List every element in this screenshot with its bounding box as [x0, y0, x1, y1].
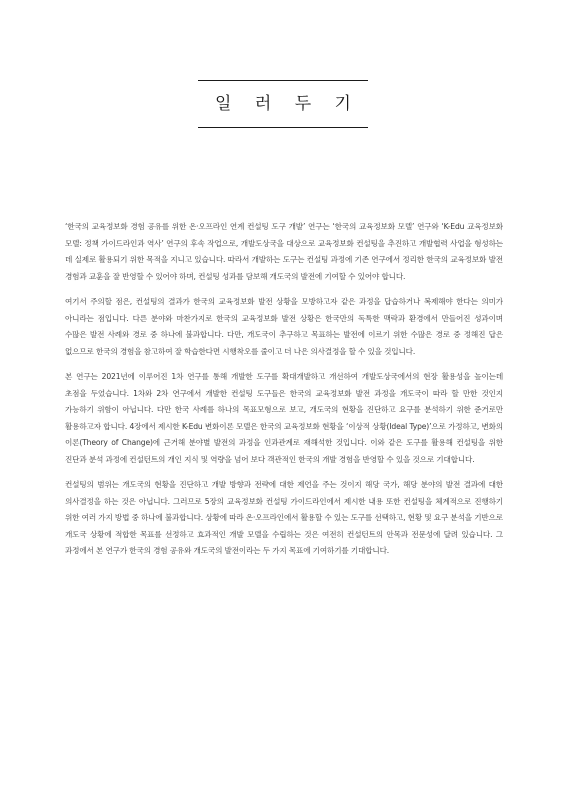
paragraph-1: ‘한국의 교육정보화 경험 공유를 위한 온·오프라인 연계 컨설팅 도구 개발’ 연구는 ‘한국의 교육정보화 모델’ 연구와 ‘K-Edu 교육정보화 모델: 정책 가이드라인과 역사’ 연구의 후속 작업으로, 개발도상국을 대상으로 교육정보화 컨설팅을 추진하고 개발협력 사업을 형성하는 데 실제로 활용되기 위한 목적을 지니고 있습니다. 따라서 개발하는 도구는 컨설팅 과정에 기존 연구에서 정리한 한국의 교육정보화 발전 경험과 교훈을 잘 반영할 수 있어야 하며, 컨설팅 성과를 담보해 개도국의 발전에 기여할 수 있어야 합니다.: [65, 222, 503, 281]
title-bottom-rule: [198, 127, 368, 128]
paragraph-4: 컨설팅의 범위는 개도국의 현황을 진단하고 개발 방향과 전략에 대한 제언을 주는 것이지 해당 국가, 해당 분야의 발전 결과에 대한 의사결정을 하는 것은 아닙니다. 그러므로 5장의 교육정보화 컨설팅 가이드라인에서 제시한 내용 또한 컨설팅을 체계적으로 진행하기 위한 여러 가지 방법 중 하나에 불과합니다. 상황에 따라 온·오프라인에서 활용할 수 있는 도구를 선택하고, 현황 및 요구 분석을 기반으로 개도국 상황에 적합한 목표를 선정하고 효과적인 개발 모델을 수립하는 것은 여전히 컨설턴트의 안목과 전문성에 달려 있습니다. 그 과정에서 본 연구가 한국의 경험 공유와 개도국의 발전이라는 두 가지 목표에 기여하기를 기대합니다.: [65, 480, 503, 555]
paragraph-2: 여기서 주의할 점은, 컨설팅의 결과가 한국의 교육정보화 발전 상황을 모방하고자 같은 과정을 답습하거나 복제해야 한다는 의미가 아니라는 점입니다. 다른 분야와 마찬가지로 한국의 교육정보화 발전 상황은 한국만의 독특한 맥락과 환경에서 만들어진 성과이며 수많은 발전 사례와 경로 중 하나에 불과합니다. 다만, 개도국이 추구하고 목표하는 발전에 이르기 위한 수많은 경로 중 정해진 답은 없으므로 한국의 경험을 참고하여 잘 학습한다면 시행착오를 줄이고 더 나은 의사결정을 할 수 있을 것입니다.: [65, 297, 503, 356]
body-text: [65, 219, 503, 569]
page-title: 일 러 두 기: [215, 94, 360, 114]
paragraph-3: 본 연구는 2021년에 이루어진 1차 연구를 통해 개발한 도구를 확대개발하고 개선하여 개발도상국에서의 현장 활용성을 높이는데 초점을 두었습니다. 1차와 2차 연구에서 개발한 컨설팅 도구들은 한국의 교육정보화 발전 과정을 개도국이 따라 할 만한 것인지 가능하기 위함이 아닙니다. 다만 한국 사례를 하나의 목표모형으로 보고, 개도국의 현황을 진단하고 요구를 분석하기 위한 준거로만 활용하고자 합니다. 4장에서 제시한 K-Edu 변화이론 모델은 한국의 교육정보화 현황을 ‘이상적 상황(Ideal Type)’으로 가정하고, 변화의 이론(Theory of Change)에 근거해 분야별 발전의 과정을 인과관계로 재해석한 것입니다. 이와 같은 도구를 활용해 컨설팅을 위한 진단과 분석 과정에 컨설턴트의 개인 지식 및 역량을 넘어 보다 객관적인 한국의 개발 경험을 반영할 수 있을 것으로 기대합니다.: [65, 372, 503, 464]
title-block: [198, 80, 368, 128]
